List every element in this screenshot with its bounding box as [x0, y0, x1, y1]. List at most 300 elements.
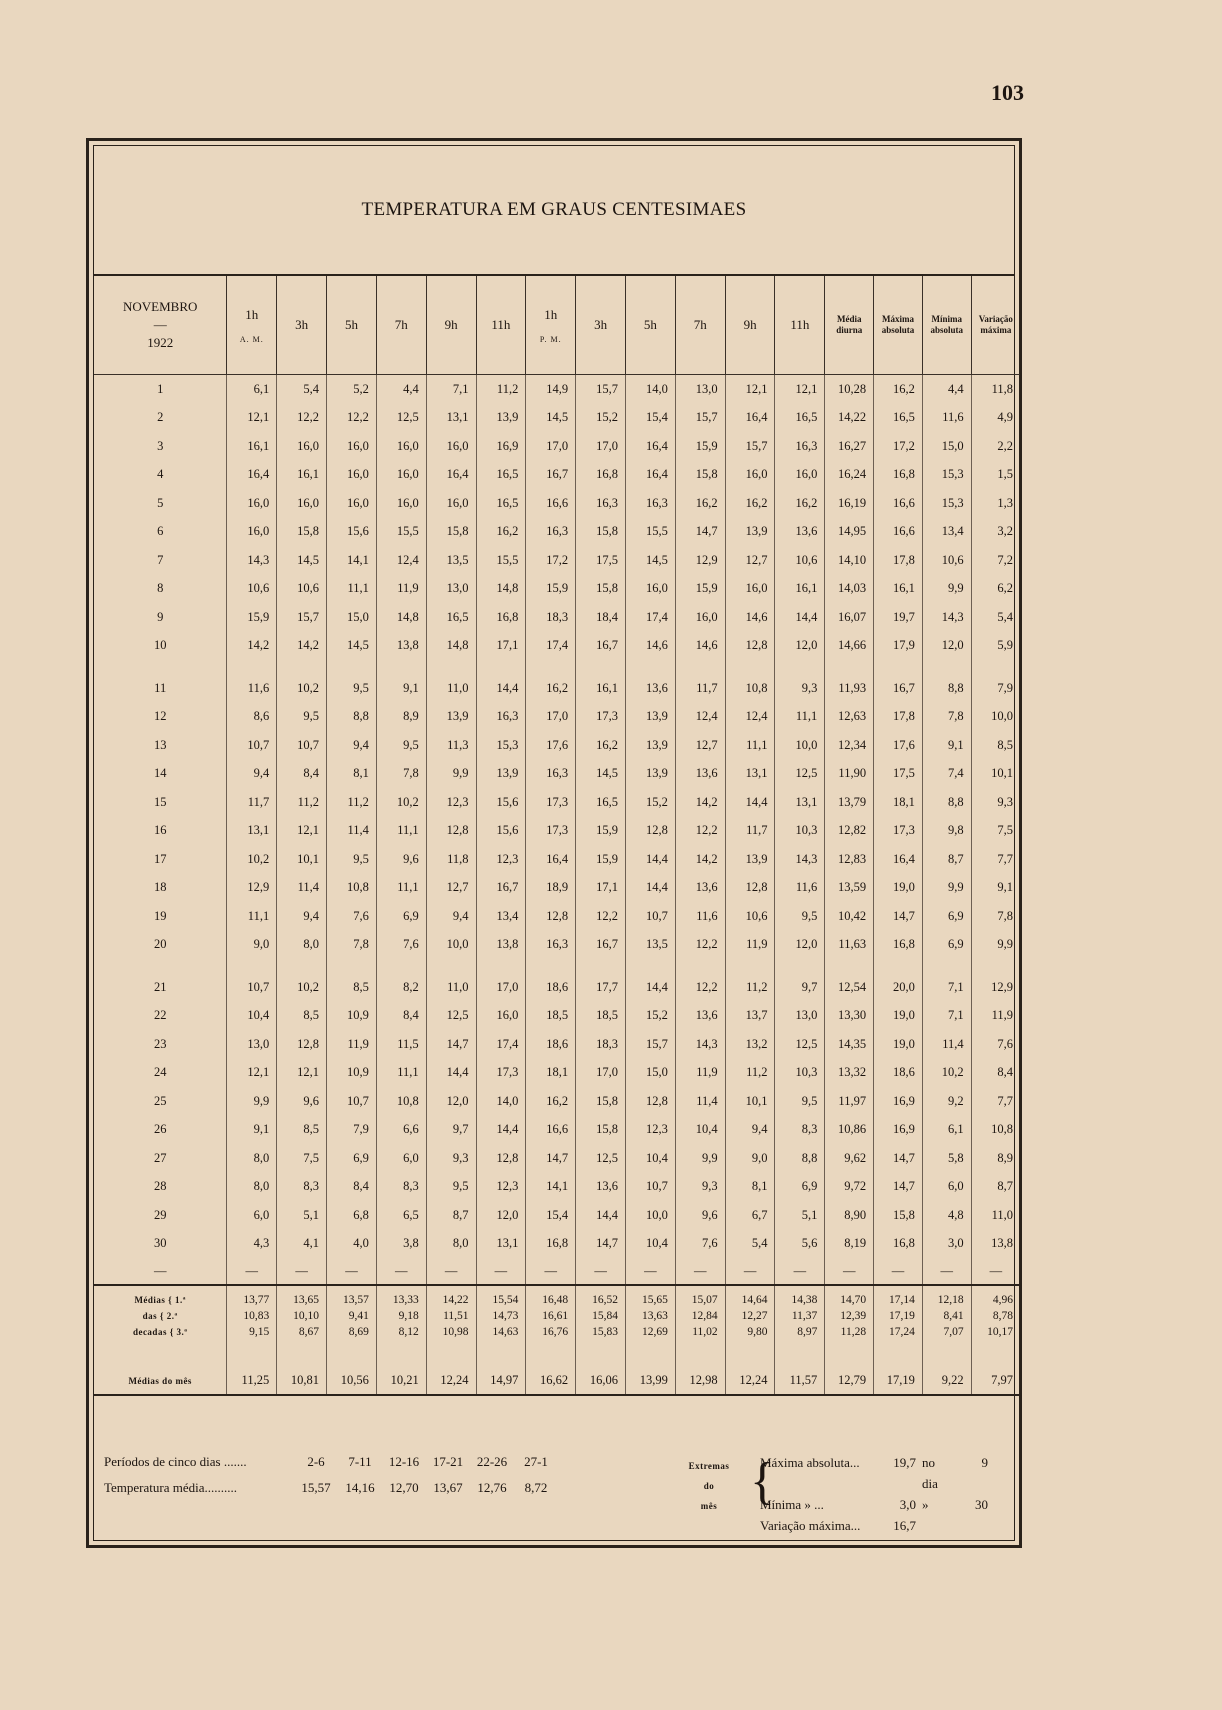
value-cell: 16,8 [874, 1230, 923, 1259]
day-cell: 25 [153, 1093, 167, 1108]
value-cell: 13,5 [626, 931, 676, 960]
value-cell: 10,4 [626, 1144, 676, 1173]
header-variacao-maxima [971, 276, 1020, 375]
value-cell: 17,1 [576, 874, 626, 903]
value-cell: 17,8 [874, 703, 923, 732]
value-cell: 18,4 [576, 603, 626, 632]
value-cell: 9,9 [675, 1144, 725, 1173]
value-cell: 7,8 [327, 931, 377, 960]
value-cell: 10,8 [376, 1087, 426, 1116]
value-cell: 13,6 [576, 1173, 626, 1202]
value-cell: 15,3 [922, 489, 971, 518]
value-cell: 16,9 [476, 432, 526, 461]
table-row [94, 489, 1020, 518]
value-cell: 13,79 [825, 788, 874, 817]
extremas-label [669, 1456, 749, 1516]
value-cell: 15,5 [476, 546, 526, 575]
value-cell: 9,3 [775, 674, 825, 703]
value-cell: 13,9 [626, 703, 676, 732]
day-cell: 20 [153, 937, 167, 952]
value-cell: 15,7 [277, 603, 327, 632]
table-row [94, 632, 1020, 661]
value-cell: 9,7 [775, 973, 825, 1002]
decade-value: 12,84 [675, 1308, 725, 1324]
value-cell: 16,4 [426, 461, 476, 490]
gap-cell [327, 959, 377, 973]
value-cell: 16,0 [327, 432, 377, 461]
header-hour-label: 1h [544, 306, 558, 322]
value-cell: 9,4 [227, 760, 277, 789]
value-cell: 13,6 [675, 874, 725, 903]
value-cell: 12,2 [327, 404, 377, 433]
value-cell: 12,5 [775, 760, 825, 789]
month-mean-label: Médias do mês [128, 1376, 192, 1386]
value-cell: 9,4 [277, 902, 327, 931]
value-cell: 19,0 [874, 1030, 923, 1059]
value-cell: 11,2 [277, 788, 327, 817]
value-cell: 17,3 [476, 1059, 526, 1088]
value-cell: 16,9 [874, 1087, 923, 1116]
value-cell: 16,7 [476, 874, 526, 903]
decade-value: 9,41 [327, 1308, 377, 1324]
value-cell: 11,6 [227, 674, 277, 703]
value-cell: 12,2 [675, 973, 725, 1002]
table-row [94, 1030, 1020, 1059]
dash-cell: — [426, 1258, 476, 1285]
day-cell: 17 [153, 851, 167, 866]
table-row [94, 375, 1020, 404]
gap-cell [94, 660, 227, 674]
gap-cell [227, 660, 277, 674]
value-cell: 9,7 [426, 1116, 476, 1145]
value-cell: 6,6 [376, 1116, 426, 1145]
header-maxima-line2: absoluta [881, 325, 915, 335]
value-cell: 18,6 [526, 1030, 576, 1059]
period-value: 27-1 [524, 1454, 548, 1469]
extremas-day: 9 [981, 1455, 988, 1470]
value-cell: 8,3 [775, 1116, 825, 1145]
value-cell: 13,32 [825, 1059, 874, 1088]
value-cell: 5,6 [775, 1230, 825, 1259]
dash-cell: — [476, 1258, 526, 1285]
value-cell: 14,2 [277, 632, 327, 661]
value-cell: 11,9 [971, 1002, 1020, 1031]
value-cell: 12,1 [227, 1059, 277, 1088]
value-cell: 11,8 [426, 845, 476, 874]
periods-label: Períodos de cinco dias ....... [104, 1454, 247, 1469]
value-cell: 12,8 [725, 874, 775, 903]
value-cell: 10,2 [277, 973, 327, 1002]
value-cell: 15,9 [675, 575, 725, 604]
month-mean-value: 12,98 [675, 1340, 725, 1395]
value-cell: 10,28 [825, 375, 874, 404]
header-hour-label: 3h [295, 317, 309, 332]
day-cell: 22 [153, 1008, 167, 1023]
value-cell: 16,6 [874, 489, 923, 518]
decade-row [94, 1308, 1020, 1324]
value-cell: 17,4 [626, 603, 676, 632]
table-row [94, 404, 1020, 433]
table-frame [86, 138, 1022, 1548]
dash-cell: — [725, 1258, 775, 1285]
decade-value: 14,63 [476, 1324, 526, 1340]
day-cell: 21 [153, 979, 167, 994]
value-cell: 13,9 [426, 703, 476, 732]
value-cell: 9,4 [426, 902, 476, 931]
extremas-line: mês [700, 1501, 718, 1511]
value-cell: 12,2 [675, 931, 725, 960]
value-cell: 14,6 [626, 632, 676, 661]
value-cell: 16,0 [426, 489, 476, 518]
value-cell: 13,0 [227, 1030, 277, 1059]
value-cell: 15,5 [376, 518, 426, 547]
value-cell: 16,3 [476, 703, 526, 732]
value-cell: 6,9 [327, 1144, 377, 1173]
table-row [94, 674, 1020, 703]
day-cell: 2 [157, 410, 164, 425]
value-cell: 9,1 [376, 674, 426, 703]
decade-value: 16,48 [526, 1285, 576, 1308]
decade-value: 10,17 [971, 1324, 1020, 1340]
value-cell: 6,5 [376, 1201, 426, 1230]
month-mean-value: 10,81 [277, 1340, 327, 1395]
table-row [94, 1230, 1020, 1259]
value-cell: 16,27 [825, 432, 874, 461]
value-cell: 12,34 [825, 731, 874, 760]
header-hour [376, 276, 426, 375]
month-mean-value: 7,97 [971, 1340, 1020, 1395]
decade-value: 10,10 [277, 1308, 327, 1324]
dash-cell: — [874, 1258, 923, 1285]
value-cell: 8,4 [277, 760, 327, 789]
header-hour [327, 276, 377, 375]
table-row [94, 1059, 1020, 1088]
value-cell: 6,8 [327, 1201, 377, 1230]
table-row [94, 575, 1020, 604]
value-cell: 4,4 [376, 375, 426, 404]
value-cell: 9,5 [426, 1173, 476, 1202]
value-cell: 14,4 [725, 788, 775, 817]
value-cell: 7,1 [922, 973, 971, 1002]
value-cell: 16,0 [725, 575, 775, 604]
value-cell: 13,8 [476, 931, 526, 960]
header-hour [526, 276, 576, 375]
table-body [94, 375, 1020, 1396]
value-cell: 12,8 [526, 902, 576, 931]
value-cell: 14,7 [874, 1144, 923, 1173]
day-cell: 14 [153, 766, 167, 781]
value-cell: 6,0 [376, 1144, 426, 1173]
value-cell: 14,6 [725, 603, 775, 632]
value-cell: 16,4 [626, 432, 676, 461]
value-cell: 3,2 [971, 518, 1020, 547]
value-cell: 10,0 [775, 731, 825, 760]
value-cell: 17,5 [874, 760, 923, 789]
value-cell: 5,1 [277, 1201, 327, 1230]
value-cell: 8,8 [922, 674, 971, 703]
header-hour [675, 276, 725, 375]
gap-row [94, 959, 1020, 973]
value-cell: 6,1 [227, 375, 277, 404]
value-cell: 16,3 [775, 432, 825, 461]
gap-cell [526, 959, 576, 973]
value-cell: 11,4 [277, 874, 327, 903]
day-cell: 12 [153, 709, 167, 724]
value-cell: 9,5 [277, 703, 327, 732]
value-cell: 16,5 [576, 788, 626, 817]
header-minima-absoluta [922, 276, 971, 375]
value-cell: 18,1 [874, 788, 923, 817]
table-title: TEMPERATURA EM GRAUS CENTESIMAES [361, 199, 747, 220]
decade-label-cell [94, 1308, 227, 1324]
value-cell: 8,8 [922, 788, 971, 817]
decade-value: 14,64 [725, 1285, 775, 1308]
extremas-day: 30 [975, 1497, 988, 1512]
value-cell: 14,4 [576, 1201, 626, 1230]
value-cell: 8,3 [277, 1173, 327, 1202]
value-cell: 12,1 [725, 375, 775, 404]
month-mean-value: 12,79 [825, 1340, 874, 1395]
value-cell: 13,30 [825, 1002, 874, 1031]
value-cell: 11,1 [775, 703, 825, 732]
value-cell: 17,3 [526, 788, 576, 817]
decade-value: 12,39 [825, 1308, 874, 1324]
value-cell: 15,3 [922, 461, 971, 490]
header-maxima-absoluta [874, 276, 923, 375]
dash-cell: — [775, 1258, 825, 1285]
value-cell: 16,6 [874, 518, 923, 547]
day-cell: 23 [153, 1036, 167, 1051]
value-cell: 11,9 [675, 1059, 725, 1088]
extremas-line: Extremas [688, 1461, 730, 1471]
value-cell: 15,6 [476, 788, 526, 817]
brace-icon: { [750, 1453, 775, 1510]
day-cell: 8 [157, 581, 164, 596]
value-cell: 13,4 [476, 902, 526, 931]
value-cell: 10,42 [825, 902, 874, 931]
value-cell: 10,8 [725, 674, 775, 703]
value-cell: 12,8 [476, 1144, 526, 1173]
value-cell: 13,8 [971, 1230, 1020, 1259]
value-cell: 16,4 [526, 845, 576, 874]
value-cell: 19,0 [874, 874, 923, 903]
dash-cell: — [277, 1258, 327, 1285]
value-cell: 8,8 [327, 703, 377, 732]
value-cell: 16,0 [725, 461, 775, 490]
value-cell: 13,9 [476, 404, 526, 433]
value-cell: 16,2 [476, 518, 526, 547]
value-cell: 20,0 [874, 973, 923, 1002]
value-cell: 14,4 [476, 674, 526, 703]
table-row [94, 1087, 1020, 1116]
header-media-line2: diurna [836, 325, 863, 335]
value-cell: 16,0 [327, 489, 377, 518]
value-cell: 16,9 [874, 1116, 923, 1145]
value-cell: 13,6 [626, 674, 676, 703]
gap-cell [277, 660, 327, 674]
value-cell: 7,6 [675, 1230, 725, 1259]
header-hour-label: 7h [394, 317, 408, 332]
value-cell: 17,3 [526, 817, 576, 846]
value-cell: 6,2 [971, 575, 1020, 604]
value-cell: 5,9 [971, 632, 1020, 661]
value-cell: 6,7 [725, 1201, 775, 1230]
gap-row [94, 660, 1020, 674]
value-cell: 16,2 [725, 489, 775, 518]
extremas-value: 3,0 [899, 1497, 916, 1512]
day-cell: 3 [157, 438, 164, 453]
dash-cell: — [576, 1258, 626, 1285]
value-cell: 16,5 [476, 461, 526, 490]
month-mean-row [94, 1340, 1020, 1395]
extremas-key: Variação máxima... [760, 1518, 861, 1533]
value-cell: 10,2 [922, 1059, 971, 1088]
value-cell: 7,4 [922, 760, 971, 789]
gap-cell [426, 660, 476, 674]
month-mean-value: 16,06 [576, 1340, 626, 1395]
decade-value: 15,07 [675, 1285, 725, 1308]
value-cell: 11,8 [971, 375, 1020, 404]
value-cell: 14,3 [775, 845, 825, 874]
value-cell: 4,8 [922, 1201, 971, 1230]
decade-value: 17,14 [874, 1285, 923, 1308]
day-cell: 10 [153, 638, 167, 653]
value-cell: 9,5 [775, 1087, 825, 1116]
value-cell: 17,4 [526, 632, 576, 661]
table-row [94, 817, 1020, 846]
value-cell: 11,7 [227, 788, 277, 817]
value-cell: 17,4 [476, 1030, 526, 1059]
table-row [94, 546, 1020, 575]
value-cell: 18,3 [576, 1030, 626, 1059]
value-cell: 14,2 [675, 788, 725, 817]
value-cell: 13,6 [675, 1002, 725, 1031]
day-cell: 18 [153, 880, 167, 895]
header-hour-label: 3h [594, 317, 608, 332]
value-cell: 16,8 [576, 461, 626, 490]
value-cell: 15,4 [526, 1201, 576, 1230]
value-cell: 14,7 [526, 1144, 576, 1173]
value-cell: 13,8 [376, 632, 426, 661]
value-cell: 13,5 [426, 546, 476, 575]
value-cell: 12,9 [675, 546, 725, 575]
value-cell: 12,8 [626, 1087, 676, 1116]
value-cell: 10,1 [971, 760, 1020, 789]
table-row [94, 845, 1020, 874]
value-cell: 12,1 [775, 375, 825, 404]
gap-cell [227, 959, 277, 973]
extremas-value: 16,7 [893, 1518, 916, 1533]
value-cell: 15,8 [576, 1116, 626, 1145]
value-cell: 12,83 [825, 845, 874, 874]
value-cell: 4,9 [971, 404, 1020, 433]
table-row [94, 874, 1020, 903]
value-cell: 8,0 [227, 1144, 277, 1173]
decade-value: 16,76 [526, 1324, 576, 1340]
value-cell: 7,2 [971, 546, 1020, 575]
decade-value: 11,37 [775, 1308, 825, 1324]
value-cell: 17,2 [526, 546, 576, 575]
month-mean-value: 10,56 [327, 1340, 377, 1395]
value-cell: 7,7 [971, 845, 1020, 874]
value-cell: 11,97 [825, 1087, 874, 1116]
gap-cell [376, 959, 426, 973]
decade-value: 9,15 [227, 1324, 277, 1340]
value-cell: 9,1 [922, 731, 971, 760]
value-cell: 16,6 [526, 489, 576, 518]
value-cell: 17,3 [576, 703, 626, 732]
header-minima-line2: absoluta [930, 325, 964, 335]
value-cell: 14,5 [327, 632, 377, 661]
value-cell: 14,5 [576, 760, 626, 789]
value-cell: 13,0 [675, 375, 725, 404]
value-cell: 18,1 [526, 1059, 576, 1088]
value-cell: 9,9 [922, 874, 971, 903]
decade-value: 9,80 [725, 1324, 775, 1340]
value-cell: 14,4 [476, 1116, 526, 1145]
month-mean-value: 10,21 [376, 1340, 426, 1395]
value-cell: 9,9 [426, 760, 476, 789]
value-cell: 13,1 [227, 817, 277, 846]
value-cell: 12,1 [277, 1059, 327, 1088]
day-cell: 16 [153, 823, 167, 838]
value-cell: 9,5 [327, 674, 377, 703]
value-cell: 3,0 [922, 1230, 971, 1259]
value-cell: 16,3 [526, 760, 576, 789]
value-cell: 10,6 [277, 575, 327, 604]
header-hour-label: 9h [743, 317, 757, 332]
value-cell: 8,9 [971, 1144, 1020, 1173]
value-cell: 9,9 [922, 575, 971, 604]
decade-value: 12,18 [922, 1285, 971, 1308]
value-cell: 12,4 [675, 703, 725, 732]
decade-value: 8,12 [376, 1324, 426, 1340]
value-cell: 13,9 [626, 731, 676, 760]
value-cell: 11,6 [922, 404, 971, 433]
value-cell: 12,8 [626, 817, 676, 846]
value-cell: 14,7 [576, 1230, 626, 1259]
value-cell: 16,0 [277, 432, 327, 461]
value-cell: 6,1 [922, 1116, 971, 1145]
value-cell: 16,1 [775, 575, 825, 604]
extremas-row [760, 1452, 988, 1494]
gap-cell [376, 660, 426, 674]
value-cell: 16,2 [675, 489, 725, 518]
header-hour [277, 276, 327, 375]
decade-value: 4,96 [971, 1285, 1020, 1308]
month-mean-value: 12,24 [725, 1340, 775, 1395]
value-cell: 9,72 [825, 1173, 874, 1202]
value-cell: 15,0 [922, 432, 971, 461]
month-mean-value: 16,62 [526, 1340, 576, 1395]
value-cell: 12,5 [376, 404, 426, 433]
gap-cell [476, 660, 526, 674]
gap-cell [825, 660, 874, 674]
day-cell: 1 [157, 381, 164, 396]
day-cell: 15 [153, 794, 167, 809]
value-cell: 14,5 [277, 546, 327, 575]
value-cell: 16,0 [376, 432, 426, 461]
gap-cell [922, 959, 971, 973]
table-row [94, 1002, 1020, 1031]
value-cell: 17,8 [874, 546, 923, 575]
value-cell: 9,2 [922, 1087, 971, 1116]
header-variacao-line1: Variação [978, 314, 1013, 324]
extremas-key: Máxima absoluta... [760, 1455, 860, 1470]
value-cell: 11,4 [922, 1030, 971, 1059]
value-cell: 13,0 [426, 575, 476, 604]
decade-value: 15,54 [476, 1285, 526, 1308]
